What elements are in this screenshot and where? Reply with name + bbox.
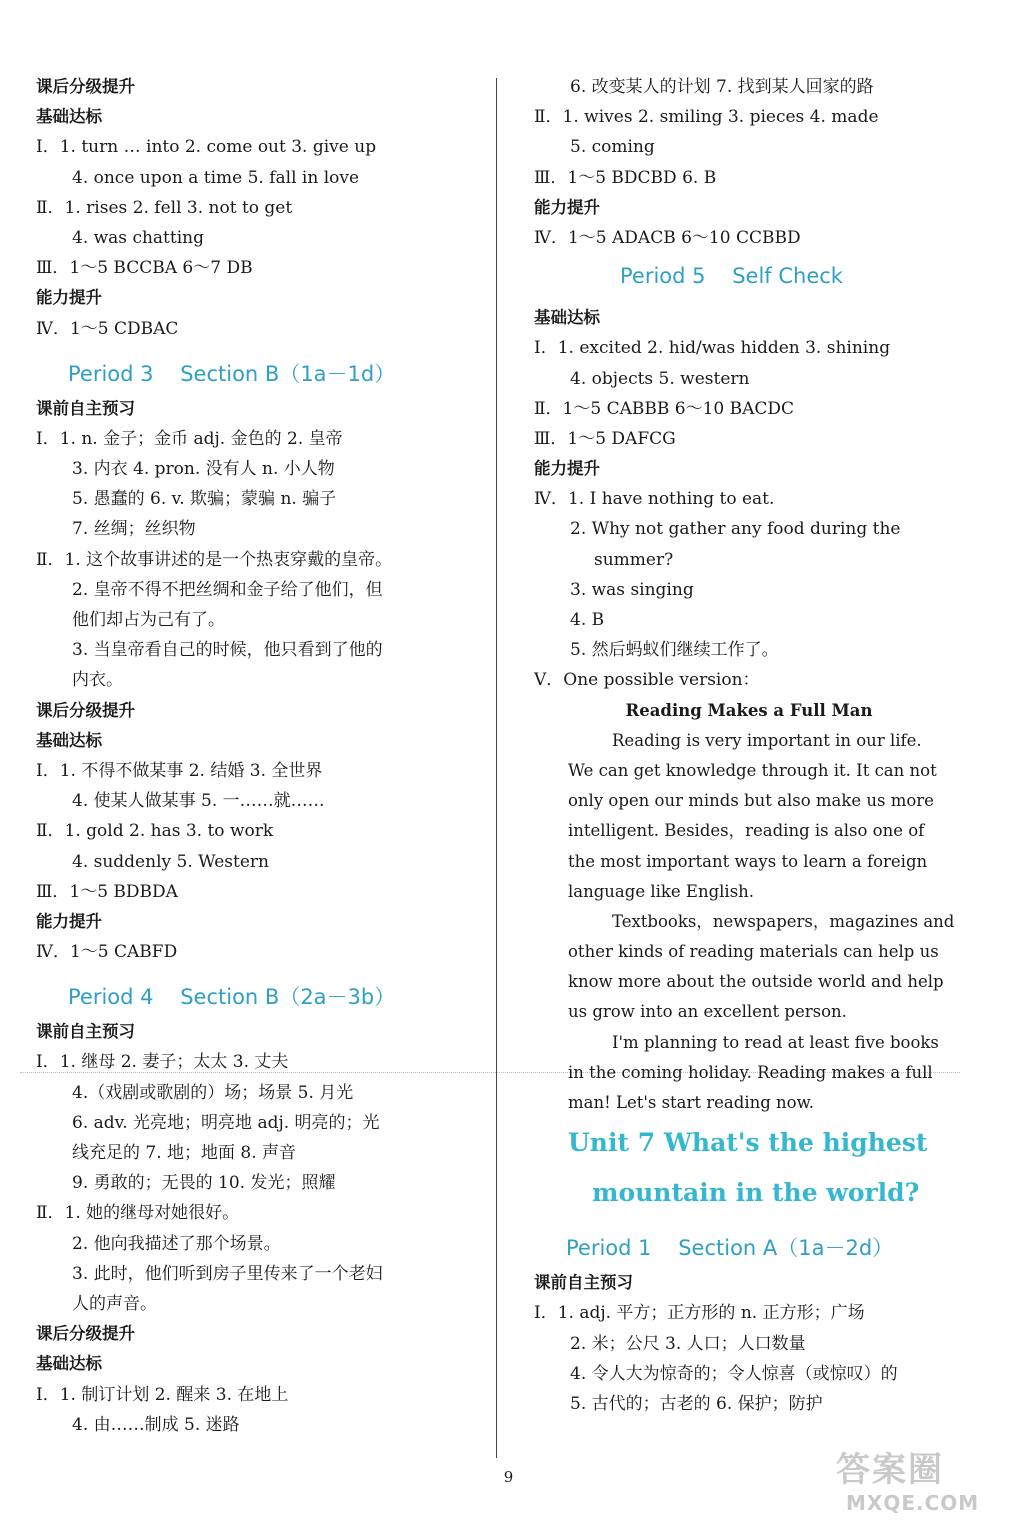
section-heading: 课后分级提升	[36, 700, 135, 720]
unit-title: Unit 7 What's the highest	[568, 1128, 928, 1158]
answer-line: 9. 勇敢的；无畏的 10. 发光；照耀	[72, 1173, 336, 1194]
answer-line: Ⅱ．1. wives 2. smiling 3. pieces 4. made	[534, 107, 879, 128]
section-heading: 能力提升	[36, 288, 102, 308]
answer-line: 4. 令人大为惊奇的；令人惊喜（或惊叹）的	[570, 1363, 898, 1384]
answer-line: 4. suddenly 5. Western	[72, 851, 269, 872]
essay-line: I'm planning to read at least five books	[612, 1032, 939, 1052]
section-heading: 课前自主预习	[534, 1273, 633, 1293]
section-heading: 能力提升	[534, 197, 600, 217]
section-heading: 基础达标	[36, 107, 102, 127]
answer-line: 6. adv. 光亮地；明亮地 adj. 明亮的；光	[72, 1112, 380, 1133]
answer-line: Ⅰ．1. excited 2. hid/was hidden 3. shining	[534, 338, 891, 359]
answer-line: Ⅲ．1～5 BDCBD 6. B	[534, 167, 717, 188]
answer-line: Ⅰ．1. turn … into 2. come out 3. give up	[36, 137, 377, 158]
essay-title: Reading Makes a Full Man	[625, 700, 873, 720]
section-heading: 基础达标	[36, 1354, 102, 1374]
answer-line: Ⅳ．1～5 ADACB 6～10 CCBBD	[534, 227, 801, 248]
essay-line: other kinds of reading materials can help us	[568, 942, 939, 962]
answer-line: 5. 古代的；古老的 6. 保护；防护	[570, 1393, 823, 1414]
essay-line: Reading is very important in our life.	[612, 730, 922, 750]
answer-line: 4. was chatting	[72, 227, 204, 248]
answer-line: Ⅳ．1～5 CDBAC	[36, 318, 179, 339]
answer-line: 3. 此时，他们听到房子里传来了一个老妇	[72, 1263, 383, 1284]
answer-line: Ⅰ．1. 继母 2. 妻子；太太 3. 丈夫	[36, 1052, 289, 1073]
answer-line: 他们却占为己有了。	[72, 610, 225, 630]
essay-line: man! Let's start reading now.	[568, 1093, 815, 1112]
answer-line: Ⅱ．1. gold 2. has 3. to work	[36, 821, 274, 842]
answer-line: Ⅰ．1. 不得不做某事 2. 结婚 3. 全世界	[36, 760, 323, 781]
answer-line: Ⅴ．One possible version：	[534, 670, 760, 691]
answer-line: 2. 皇帝不得不把丝绸和金子给了他们，但	[72, 579, 383, 600]
answer-line: 2. Why not gather any food during the	[570, 519, 901, 540]
section-heading: 能力提升	[534, 459, 600, 479]
unit-title: mountain in the world?	[592, 1178, 920, 1208]
answer-line: 2. 米；公尺 3. 人口；人口数量	[570, 1333, 806, 1354]
watermark-en: MXQE.COM	[846, 1491, 980, 1515]
answer-line: 4. 由……制成 5. 迷路	[72, 1414, 240, 1435]
section-heading: 课前自主预习	[36, 1022, 135, 1042]
answer-line: Ⅱ．1. rises 2. fell 3. not to get	[36, 197, 293, 218]
answer-line: 人的声音。	[72, 1293, 157, 1314]
period-title: Period 1 Section A（1a－2d）	[566, 1236, 894, 1261]
answer-line: 3. 当皇帝看自己的时候，他只看到了他的	[72, 640, 383, 661]
answer-line: 3. 内衣 4. pron. 没有人 n. 小人物	[72, 459, 335, 480]
right-column	[534, 72, 964, 1419]
answer-line: Ⅲ．1～5 BCCBA 6～7 DB	[36, 258, 253, 279]
essay-line: us grow into an excellent person.	[568, 1002, 847, 1022]
period-title: Period 3 Section B（1a－1d）	[68, 361, 396, 386]
essay-line: know more about the outside world and help	[568, 972, 944, 992]
section-heading: 课前自主预习	[36, 398, 135, 418]
watermark-logo	[836, 1448, 1006, 1528]
answer-line: 2. 他向我描述了那个场景。	[72, 1233, 281, 1254]
watermark-cn: 答案圈	[836, 1450, 944, 1490]
answer-line: Ⅳ．1. I have nothing to eat.	[534, 489, 775, 510]
answer-line: 线充足的 7. 地；地面 8. 声音	[72, 1143, 297, 1163]
answer-line: summer?	[594, 549, 674, 570]
answer-line: 4. B	[570, 610, 605, 630]
answer-line: Ⅳ．1～5 CABFD	[36, 942, 178, 963]
page-number: 9	[503, 1468, 514, 1486]
essay-line: language like English.	[568, 881, 755, 901]
column-divider	[496, 78, 497, 1458]
answer-line: Ⅰ．1. 制订计划 2. 醒来 3. 在地上	[36, 1384, 289, 1405]
essay-line: intelligent. Besides，reading is also one of	[568, 821, 925, 841]
answer-line: Ⅲ．1～5 DAFCG	[534, 428, 676, 449]
answer-line: 7. 丝绸；丝织物	[72, 519, 196, 540]
essay-line: in the coming holiday. Reading makes a full	[568, 1062, 933, 1082]
left-column	[36, 72, 476, 1440]
answer-line: 4. objects 5. western	[570, 368, 750, 389]
section-heading: 课后分级提升	[36, 1324, 135, 1344]
answer-line: Ⅲ．1～5 BDBDA	[36, 881, 178, 902]
section-heading: 课后分级提升	[36, 77, 135, 96]
period-title: Period 4 Section B（2a－3b）	[68, 985, 396, 1010]
answer-line: 3. was singing	[570, 579, 694, 600]
answer-line: Ⅰ．1. adj. 平方；正方形的 n. 正方形；广场	[534, 1303, 865, 1324]
answer-line: Ⅱ．1. 她的继母对她很好。	[36, 1203, 240, 1224]
answer-line: 4. once upon a time 5. fall in love	[72, 167, 360, 188]
answer-line: Ⅰ．1. n. 金子；金币 adj. 金色的 2. 皇帝	[36, 428, 343, 449]
answer-line: 5. coming	[570, 137, 655, 158]
essay-line: only open our minds but also make us more	[568, 791, 934, 811]
section-heading: 基础达标	[36, 730, 102, 750]
section-heading: 能力提升	[36, 911, 102, 931]
answer-line: 4. 使某人做某事 5. 一……就……	[72, 791, 325, 812]
section-heading: 基础达标	[534, 308, 600, 328]
answer-line: 内衣。	[72, 670, 123, 691]
essay-line: Textbooks，newspapers，magazines and	[612, 911, 955, 931]
answer-line: 5. 愚蠢的 6. v. 欺骗；蒙骗 n. 骗子	[72, 489, 337, 510]
answer-line: 5. 然后蚂蚁们继续工作了。	[570, 640, 779, 661]
answer-line: Ⅱ．1～5 CABBB 6～10 BACDC	[534, 398, 795, 419]
answer-line: 6. 改变某人的计划 7. 找到某人回家的路	[570, 77, 874, 97]
essay-line: We can get knowledge through it. It can not	[568, 760, 937, 780]
period-title: Period 5 Self Check	[620, 264, 843, 289]
answer-line: 4.（戏剧或歌剧的）场；场景 5. 月光	[72, 1082, 354, 1103]
answer-line: Ⅱ．1. 这个故事讲述的是一个热衷穿戴的皇帝。	[36, 549, 393, 570]
essay-line: the most important ways to learn a foreign	[568, 851, 928, 871]
